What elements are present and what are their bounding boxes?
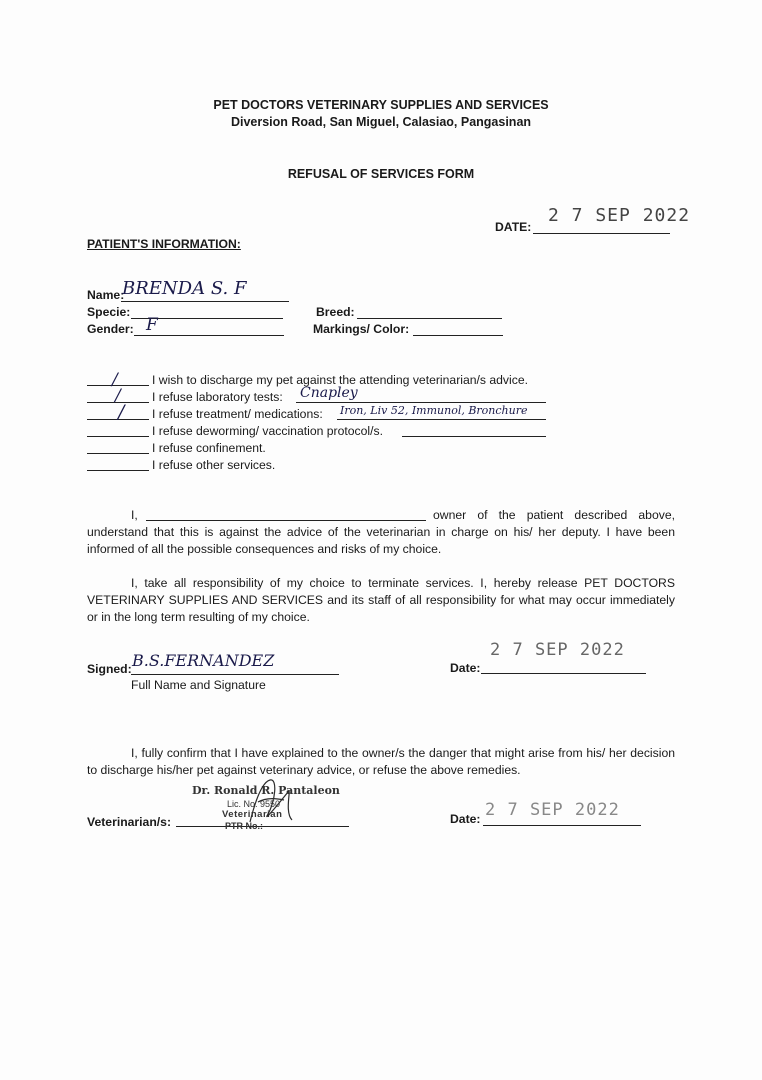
vet-signature-scribble bbox=[240, 772, 300, 832]
statement1-lead: I, bbox=[131, 508, 138, 522]
company-name: PET DOCTORS VETERINARY SUPPLIES AND SERVICES bbox=[213, 98, 549, 112]
gender-label: Gender: bbox=[87, 322, 134, 336]
signature-line bbox=[131, 674, 339, 675]
veterinarian-label: Veterinarian/s: bbox=[87, 815, 171, 829]
date-line bbox=[533, 233, 670, 234]
refusal-fill-line bbox=[296, 402, 546, 403]
vet-date-line bbox=[483, 825, 641, 826]
statement1-rest: understand that this is against the advice of the veterinarian in charge on his/ her deputy. I have been informed of all the possible consequences and risks of my choice. bbox=[87, 525, 675, 556]
refusal-text: I refuse other services. bbox=[152, 458, 276, 472]
vet-date-stamp: 2 7 SEP 2022 bbox=[485, 800, 620, 820]
refusal-fill-line bbox=[402, 436, 546, 437]
statement1-tail: owner of the patient described above, bbox=[433, 508, 675, 522]
name-line bbox=[121, 301, 289, 302]
name-label: Name: bbox=[87, 288, 125, 302]
refusal-blank bbox=[87, 470, 149, 471]
patient-section-title: PATIENT'S INFORMATION: bbox=[87, 237, 241, 251]
breed-label: Breed: bbox=[316, 305, 355, 319]
refusal-text: I wish to discharge my pet against the attending veterinarian/s advice. bbox=[152, 373, 528, 387]
signature-caption: Full Name and Signature bbox=[131, 678, 266, 692]
owner-date-stamp: 2 7 SEP 2022 bbox=[490, 640, 625, 660]
form-title: REFUSAL OF SERVICES FORM bbox=[287, 167, 475, 181]
stamp-title: Veterinarian bbox=[222, 809, 283, 820]
refusal-checkmark: / bbox=[112, 370, 118, 390]
date-stamp: 2 7 SEP 2022 bbox=[548, 205, 691, 226]
owner-date-label: Date: bbox=[450, 661, 481, 675]
markings-label: Markings/ Color: bbox=[313, 322, 410, 336]
refusal-text: I refuse deworming/ vaccination protocol/s. bbox=[152, 424, 383, 438]
date-label: DATE: bbox=[495, 220, 532, 234]
stamp-vet-name: Dr. Ronald R. Pantaleon bbox=[192, 784, 340, 797]
owner-date-line bbox=[481, 673, 646, 674]
medications-handwriting: Iron, Liv 52, Immunol, Bronchure bbox=[340, 404, 528, 417]
gender-line bbox=[134, 335, 284, 336]
stamp-license: Lic. No. 9550 bbox=[227, 799, 281, 809]
company-address: Diversion Road, San Miguel, Calasiao, Pangasinan bbox=[230, 115, 532, 129]
signed-label: Signed: bbox=[87, 662, 132, 676]
refusal-checkmark: / bbox=[118, 401, 125, 423]
statement2: I, take all responsibility of my choice to terminate services. I, hereby release PET DOCTORS VETERINARY SUPPLIES AND SERVICES and its staff of all responsibility for what may occur immediately or in the long term resulting of my choice. bbox=[87, 576, 675, 624]
statement3: I, fully confirm that I have explained to the owner/s the danger that might arise from his/ her decision to discharge his/her pet against veterinary advice, or refuse the above remedies. bbox=[87, 746, 675, 777]
patient-name-handwriting: BRENDA S. F bbox=[122, 278, 247, 299]
breed-line bbox=[357, 318, 502, 319]
refusal-blank bbox=[87, 453, 149, 454]
refusal-text: I refuse laboratory tests: bbox=[152, 390, 283, 404]
refusal-text: I refuse treatment/ medications: bbox=[152, 407, 323, 421]
refusal-checkmark: / bbox=[115, 386, 121, 406]
vet-date-label: Date: bbox=[450, 812, 481, 826]
lab-tests-handwriting: Cnapley bbox=[300, 385, 358, 401]
refusal-blank bbox=[87, 436, 149, 437]
owner-name-line bbox=[146, 520, 426, 521]
markings-line bbox=[413, 335, 503, 336]
gender-handwriting: F bbox=[146, 315, 158, 335]
specie-label: Specie: bbox=[87, 305, 131, 319]
refusal-fill-line bbox=[337, 419, 546, 420]
owner-signature: B.S.FERNANDEZ bbox=[132, 651, 275, 670]
stamp-ptr: PTR No.: bbox=[225, 821, 263, 831]
refusal-text: I refuse confinement. bbox=[152, 441, 266, 455]
